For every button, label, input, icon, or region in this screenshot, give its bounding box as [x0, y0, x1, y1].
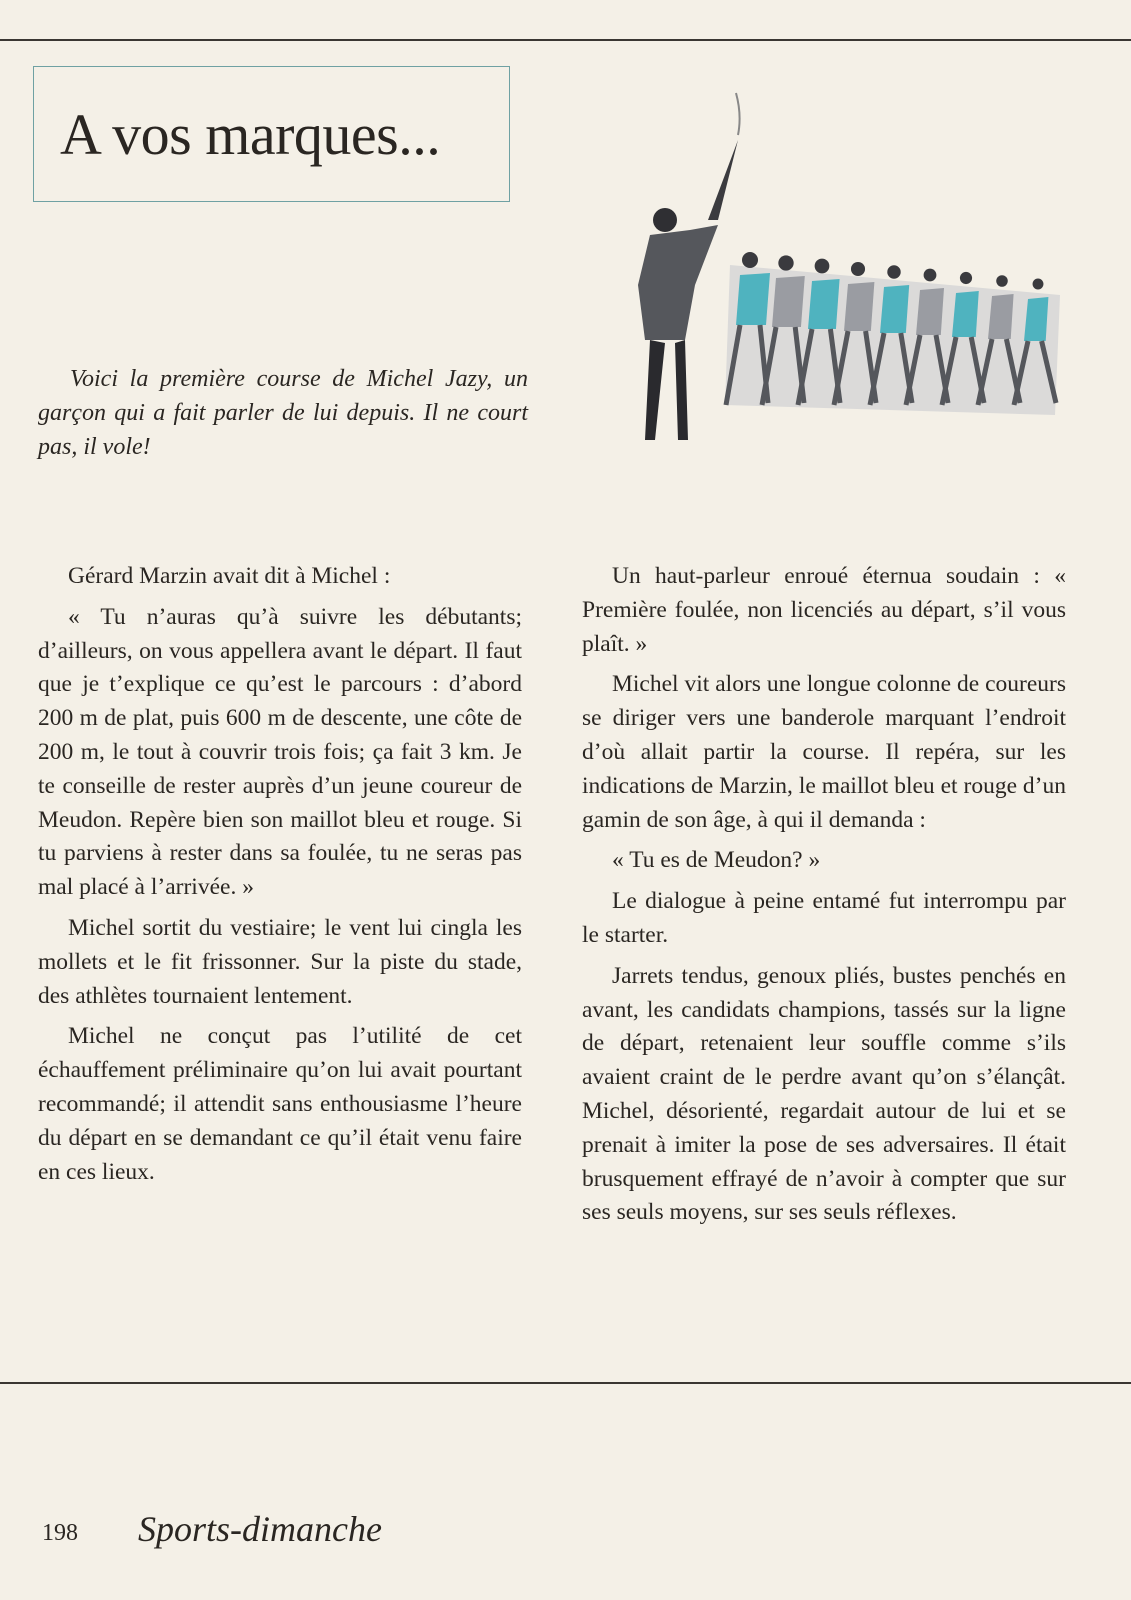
- bottom-rule: [0, 1382, 1131, 1384]
- right-column: [582, 560, 1066, 1237]
- paragraph: Gérard Marzin avait dit à Michel :: [68, 563, 391, 589]
- paragraph: « Tu n’auras qu’à suivre les débutants; d’ailleurs, on vous appellera avant le départ. Il faut que je t’explique ce qu’est le parcours : d’abord 200 m de plat, puis 600 m de descente, une côte de 200 m, le tout à couvrir trois fois; ça fait 3 km. Je te conseille de rester auprès d’un jeune coureur de Meudon. Repère bien son maillot bleu et rouge. Si tu parviens à rester dans sa foulée, tu ne seras pas mal placé à l’arrivée. »: [38, 603, 522, 901]
- paragraph: Michel sortit du vestiaire; le vent lui cingla les mollets et le fit frissonner. Sur la piste du stade, des athlètes tournaient lentement.: [38, 914, 522, 1009]
- paragraph: Michel ne conçut pas l’utilité de cet échauffement préliminaire qu’on lui avait pourtant recommandé; il attendit sans enthousiasme l’heure du départ en se demandant ce qu’il était venu faire en ces lieux.: [38, 1023, 522, 1185]
- paragraph: Un haut-parleur enroué éternua soudain : « Première foulée, non licenciés au départ, s’il vous plaît. »: [582, 563, 1066, 657]
- left-column: [38, 560, 522, 1196]
- runners-group: [725, 252, 1060, 415]
- paragraph: Michel vit alors une longue colonne de coureurs se diriger vers une banderole marquant l’endroit d’où allait partir la course. Il repéra, sur les indications de Marzin, le maillot bleu et rouge d’un gamin de son âge, à qui il demanda :: [582, 671, 1066, 833]
- page-title: A vos marques...: [60, 102, 441, 167]
- intro-text: Voici la première course de Michel Jazy, un garçon qui a fait parler de lui depuis. Il ne court pas, il vole!: [38, 366, 528, 460]
- paragraph: « Tu es de Meudon? »: [612, 847, 821, 874]
- starter-illustration: [590, 85, 1070, 455]
- page-number: 198: [42, 1520, 78, 1546]
- paragraph: Le dialogue à peine entamé fut interrompu par le starter.: [582, 888, 1066, 948]
- top-rule: [0, 39, 1131, 41]
- paragraph: Jarrets tendus, genoux pliés, bustes penchés en avant, les candidats champions, tassés sur la ligne de départ, retenaient leur souffle comme s’ils avaient craint de le perdre avant qu’on s’élançât. Michel, désorienté, regardait autour de lui et se prenait à imiter la pose de ses adversaires. Il était brusquement effrayé de n’avoir à compter que sur ses seuls moyens, sur ses seuls réflexes.: [582, 962, 1066, 1226]
- title-frame: [33, 66, 510, 202]
- starter-figure: [638, 93, 740, 440]
- running-title: Sports-dimanche: [138, 1509, 382, 1549]
